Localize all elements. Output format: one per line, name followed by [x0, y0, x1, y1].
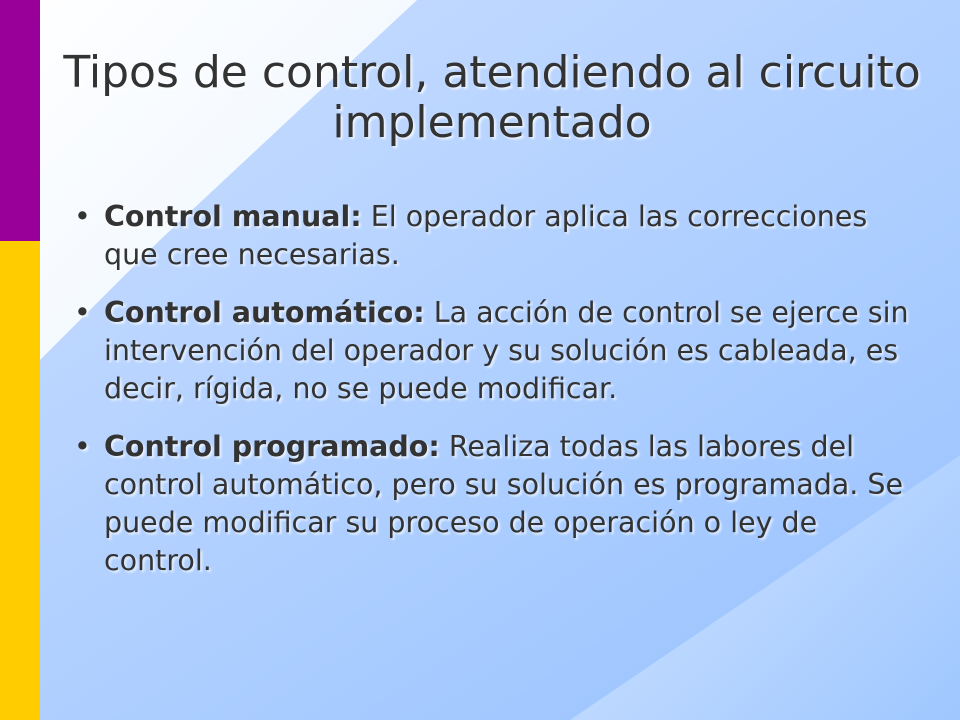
left-bar-yellow: [0, 241, 40, 720]
bullet-term: Control programado:: [104, 430, 440, 463]
bullet-text: Realiza todas las labores del control automático, pero su solución es programada. Se puede modificar su proceso de operación o ley de control.: [104, 430, 903, 577]
bullet-dot-icon: •: [74, 200, 91, 233]
bullet-term: Control manual:: [104, 200, 362, 233]
bullet-list: [72, 198, 912, 600]
bullet-item-manual: [72, 198, 912, 274]
slide-title: Tipos de control, atendiendo al circuito implementado: [63, 47, 921, 148]
bullet-dot-icon: •: [74, 296, 91, 329]
bullet-dot-icon: •: [74, 430, 91, 463]
bullet-item-programado: [72, 428, 912, 580]
left-bar-purple: [0, 0, 40, 241]
bullet-text: El operador aplica las correcciones que cree necesarias.: [104, 200, 868, 271]
bullet-text: La acción de control se ejerce sin intervención del operador y su solución es cableada, es decir, rígida, no se puede modificar.: [104, 296, 909, 405]
bullet-term: Control automático:: [104, 296, 425, 329]
bullet-item-automatico: [72, 294, 912, 408]
